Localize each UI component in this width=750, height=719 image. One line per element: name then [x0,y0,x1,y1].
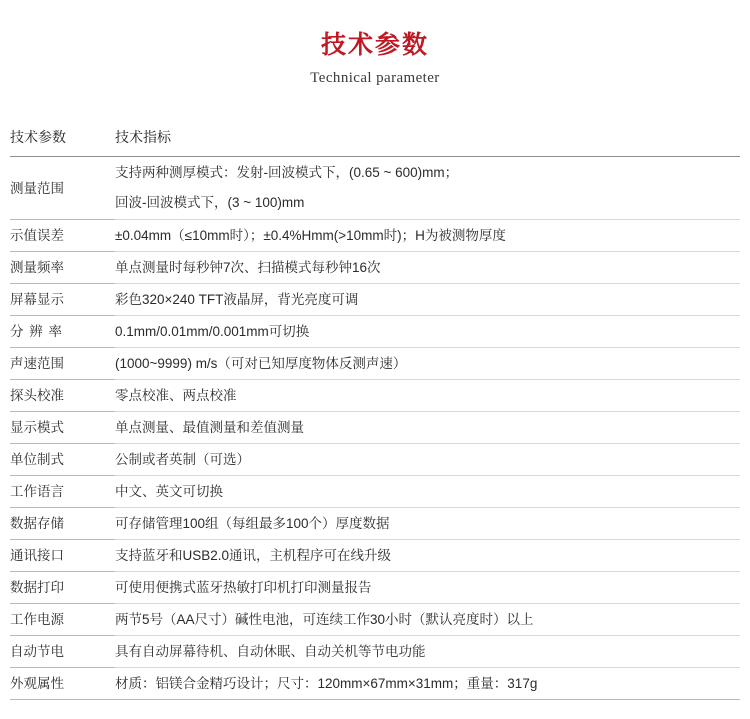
table-row [10,508,740,540]
row-value: 具有自动屏幕待机、自动休眠、自动关机等节电功能 [115,636,740,668]
page-title-en: Technical parameter [310,70,440,86]
title-block [0,0,750,88]
row-label: 数据存储 [10,508,115,540]
header-param: 技术参数 [10,118,115,157]
row-value: 中文、英文可切换 [115,476,740,508]
row-label: 通讯接口 [10,540,115,572]
row-value: 公制或者英制（可选） [115,444,740,476]
table-row [10,476,740,508]
row-value: 可存储管理100组（每组最多100个）厚度数据 [115,508,740,540]
table-header-row [10,118,740,157]
row-value: 0.1mm/0.01mm/0.001mm可切换 [115,316,740,348]
row-value: 支持蓝牙和USB2.0通讯，主机程序可在线升级 [115,540,740,572]
table-row [10,444,740,476]
table-row [10,348,740,380]
spec-table-wrap [10,118,740,700]
row-value [115,157,740,220]
row-label: 外观属性 [10,668,115,700]
row-label: 声速范围 [10,348,115,380]
spec-table-body [10,118,740,700]
row-value: (1000~9999) m/s（可对已知厚度物体反测声速） [115,348,740,380]
row-value: 彩色320×240 TFT液晶屏，背光亮度可调 [115,284,740,316]
row-value: 单点测量时每秒钟7次、扫描模式每秒钟16次 [115,252,740,284]
row-label: 分 辨 率 [10,316,115,348]
header-index: 技术指标 [115,118,740,157]
row-label: 单位制式 [10,444,115,476]
row-label: 数据打印 [10,572,115,604]
row-label: 测量频率 [10,252,115,284]
table-row [10,252,740,284]
row-value-line: 支持两种测厚模式：发射-回波模式下，(0.65 ~ 600)mm； [115,165,459,180]
row-value-line: 回波-回波模式下，(3 ~ 100)mm [115,195,305,210]
table-row [10,284,740,316]
table-row [10,380,740,412]
row-label: 显示模式 [10,412,115,444]
table-row [10,316,740,348]
table-row [10,220,740,252]
table-row [10,412,740,444]
row-label: 示值误差 [10,220,115,252]
row-value: 可使用便携式蓝牙热敏打印机打印测量报告 [115,572,740,604]
table-row [10,668,740,700]
spec-table [10,118,740,700]
page-title-cn: 技术参数 [320,31,429,59]
row-value: 零点校准、两点校准 [115,380,740,412]
table-row [10,157,740,220]
row-label: 屏幕显示 [10,284,115,316]
row-label: 工作语言 [10,476,115,508]
row-label: 自动节电 [10,636,115,668]
row-value: 两节5号（AA尺寸）碱性电池，可连续工作30小时（默认亮度时）以上 [115,604,740,636]
row-value: ±0.04mm（≤10mm时）；±0.4%Hmm(>10mm时)；H为被测物厚度 [115,220,740,252]
table-row [10,572,740,604]
table-row [10,636,740,668]
row-label: 工作电源 [10,604,115,636]
row-label: 探头校准 [10,380,115,412]
table-row [10,540,740,572]
table-row [10,604,740,636]
row-label: 测量范围 [10,157,115,220]
row-value: 材质：铝镁合金精巧设计；尺寸：120mm×67mm×31mm；重量：317g [115,668,740,700]
row-value: 单点测量、最值测量和差值测量 [115,412,740,444]
